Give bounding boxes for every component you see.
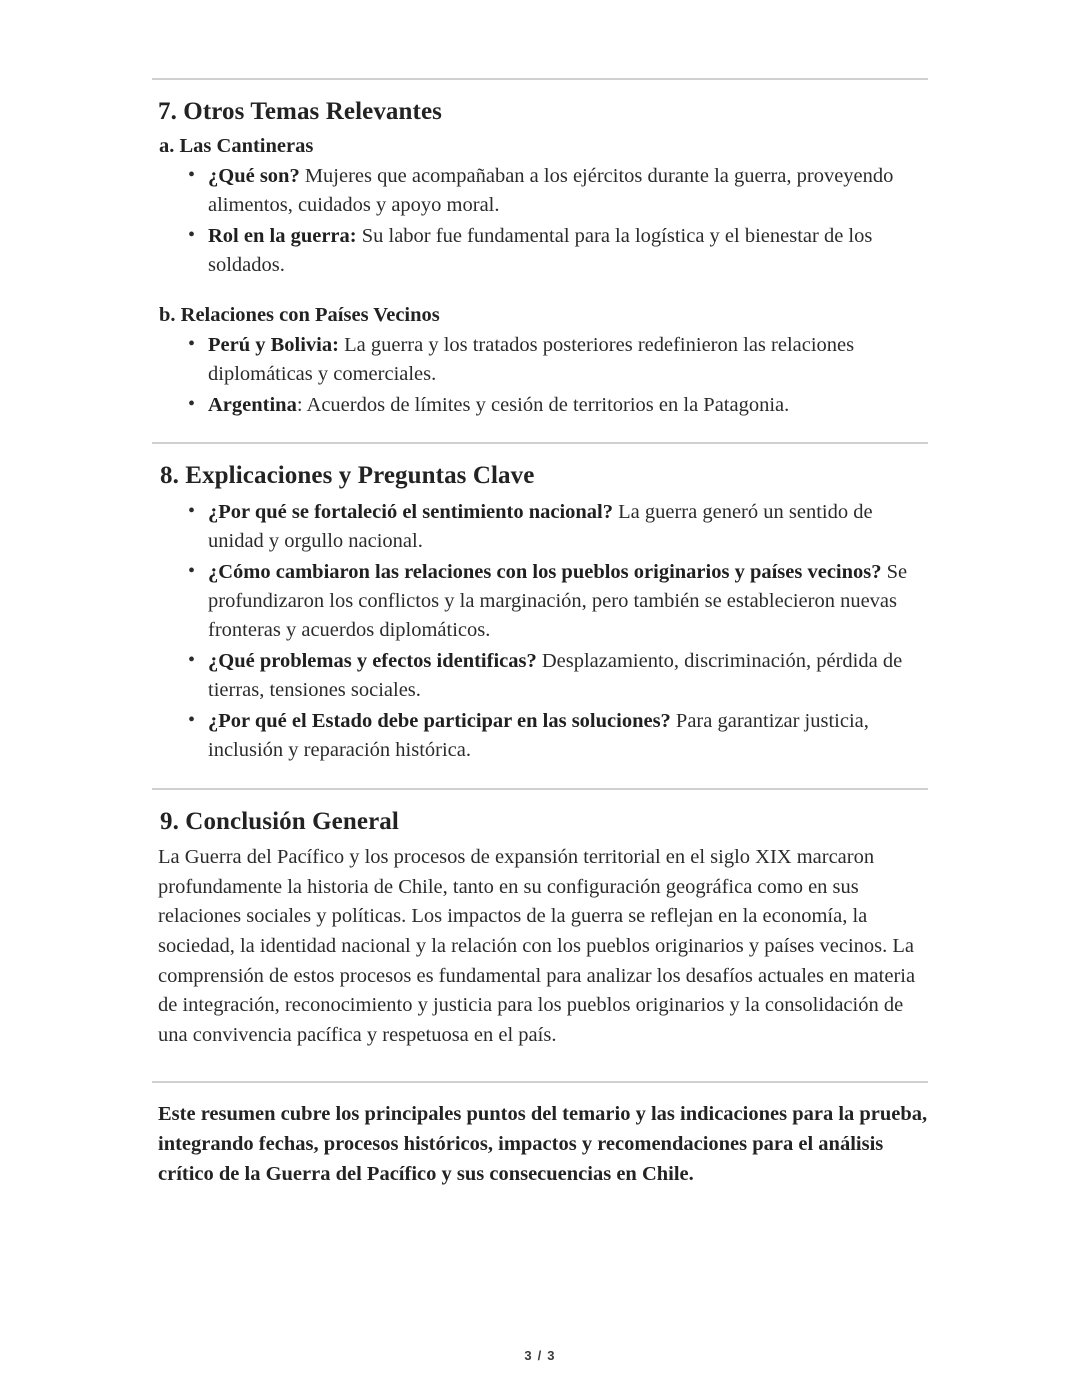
subsection-b-heading: b. Relaciones con Países Vecinos: [159, 304, 440, 327]
section-7-heading: 7. Otros Temas Relevantes: [158, 98, 442, 125]
spacer: [152, 768, 928, 788]
section-8-heading: 8. Explicaciones y Preguntas Clave: [160, 462, 535, 490]
list-item-lead: ¿Qué problemas y efectos identificas?: [208, 650, 537, 673]
list-item: [152, 391, 928, 420]
subsection-a-heading: a. Las Cantineras: [159, 135, 314, 158]
list-item: [152, 222, 928, 280]
list-item-lead: ¿Cómo cambiaron las relaciones con los pueblos originarios y países vecinos?: [208, 560, 882, 583]
spacer: [152, 1051, 928, 1081]
list-item-lead: Argentina: [208, 394, 297, 417]
list-item-text: La guerra y los tratados posteriores redefinieron las relaciones diplomáticas y comerciales.: [208, 333, 855, 386]
list-item-lead: ¿Qué son?: [208, 164, 300, 187]
closing-paragraph: Este resumen cubre los principales puntos del temario y las indicaciones para la prueba, integrando fechas, procesos históricos, impactos y recomendaciones para el análisis crítico de la Guerra del Pacífico y sus consecuencias en Chile.: [158, 1102, 928, 1186]
conclusion-paragraph: La Guerra del Pacífico y los procesos de expansión territorial en el siglo XIX marcaron profundamente la historia de Chile, tanto en su configuración geográfica como en sus relaciones sociales y políticas. Los impactos de la guerra se reflejan en la economía, la sociedad, la identidad nacional y la relación con los pueblos originarios y países vecinos. La comprensión de estos procesos es fundamental para analizar los desafíos actuales en materia de integración, reconocimiento y justicia para los pueblos originarios y la consolidación de una convivencia pacífica y respetuosa en el país.: [158, 845, 916, 1047]
list-item: [152, 707, 928, 765]
list-item-text: Su labor fue fundamental para la logística y el bienestar de los soldados.: [208, 225, 873, 277]
list-item-text: Para garantizar justicia, inclusión y reparación histórica.: [208, 710, 869, 762]
section-conclusion-general: [152, 790, 928, 1081]
section-9-heading: 9. Conclusión General: [160, 807, 399, 835]
list-item-lead: ¿Por qué el Estado debe participar en las soluciones?: [208, 710, 671, 733]
page-number-footer: 3 / 3: [524, 1348, 556, 1363]
list-item: [152, 558, 928, 645]
list-item: [152, 331, 928, 389]
list-item: [152, 162, 928, 220]
list-item-text: Mujeres que acompañaban a los ejércitos durante la guerra, proveyendo alimentos, cuidados y apoyo moral.: [208, 164, 894, 216]
section-explicaciones-preguntas-clave: [152, 444, 928, 787]
list-item: [152, 498, 928, 556]
list-item-text: La guerra generó un sentido de unidad y orgullo nacional.: [208, 500, 873, 552]
subsection-b-bullet-list: [152, 331, 928, 420]
list-item-lead: Perú y Bolivia:: [208, 333, 339, 356]
document-content: [152, 78, 928, 1189]
list-item: [152, 647, 928, 705]
list-item-lead: Rol en la guerra:: [208, 225, 357, 248]
spacer: [152, 422, 928, 442]
list-item-text: Se profundizaron los conflictos y la marginación, pero también se establecieron nuevas fronteras y acuerdos diplomáticos.: [208, 560, 908, 641]
section-otros-temas-relevantes: [152, 80, 928, 442]
subsection-a-bullet-list: [152, 162, 928, 280]
section-8-bullet-list: [152, 498, 928, 766]
list-item-lead: ¿Por qué se fortaleció el sentimiento nacional?: [208, 500, 614, 523]
closing-block: [152, 1083, 928, 1189]
list-item-text: Desplazamiento, discriminación, pérdida de tierras, tensiones sociales.: [208, 650, 903, 702]
spacer: [152, 282, 928, 302]
list-item-text: : Acuerdos de límites y cesión de territorios en la Patagonia.: [296, 394, 790, 417]
